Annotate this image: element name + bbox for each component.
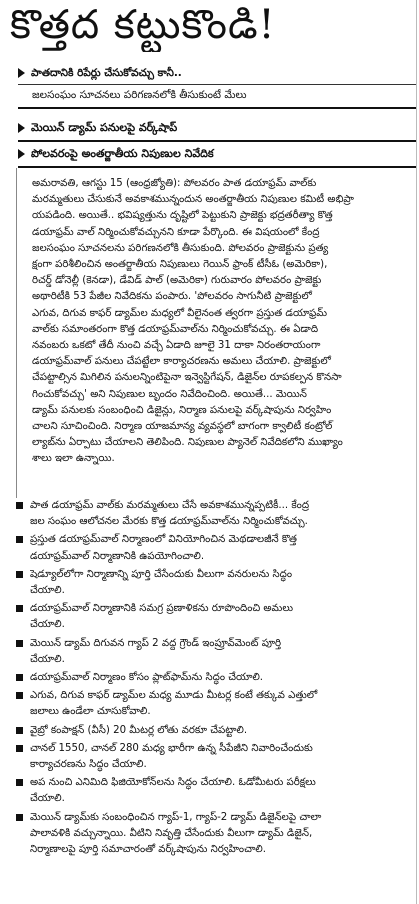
section-heading-2-text: పోలవరంపై అంతర్జాతీయ నిపుణుల నివేదిక	[31, 147, 214, 160]
divider	[18, 107, 416, 109]
list-item-line: చేయాలి.	[30, 793, 65, 805]
body-line: రిచర్డ్ డోనెల్లీ (కెనడా), డేవిడ్ పాల్ (అమెరికా) గురువారం పోలవరం ప్రాజెక్టు	[32, 275, 322, 287]
subhead-2: జలసంఘం సూచనలు పరిగణనలోకి తీసుకుంటే మేలు	[32, 89, 247, 101]
list-item-line: ఎగువ, దిగువ కాఫర్ డ్యామ్‌ల మధ్య మూడు మీటర్ల కంటే తక్కువ ఎత్తులో	[30, 690, 318, 702]
list-item	[16, 775, 416, 807]
divider	[18, 140, 416, 142]
body-line: నవంబరు ఒకటో తేదీ నుంచి వచ్చే ఏడాది జూలై 31 దాకా నిరంతరాయంగా	[32, 340, 321, 352]
list-item-line: షెడ్యూల్‌లోగా నిర్మాణాన్ని పూర్తి చేసేందుకు వీలుగా వనరులను సిద్ధం	[30, 568, 292, 580]
triangle-bullet-icon	[18, 149, 25, 159]
list-item-line: జలాలు ఉండేలా చూసుకోవాలి.	[30, 706, 151, 718]
list-item-line: చేయాలి.	[30, 619, 65, 631]
key-points-list	[16, 498, 416, 860]
body-line: అథారిటీకి 53 పేజీల నివేదికను పంపారు. 'పోలవరం సాగునీటి ప్రాజెక్టులో	[32, 291, 312, 303]
square-bullet-icon	[16, 640, 23, 647]
body-line: జలసంఘం సూచనలను పరిగణనలోకి తీసుకుంది. పోలవరం ప్రాజెక్టును ప్రత్య	[32, 242, 329, 254]
section-heading-2	[18, 145, 416, 163]
list-item-line: పాత డయాఫ్రమ్ వాల్‌కు మరమ్మతులు చేసే అవకాశమున్నప్పటికీ... కేంద్ర	[30, 500, 310, 511]
divider	[18, 166, 416, 168]
list-item	[16, 567, 416, 599]
subhead-1	[18, 66, 416, 80]
list-item-line: డయాఫ్రమ్‌వాల్ నిర్మాణానికి ఉపయోగించాలి.	[30, 550, 205, 562]
body-line: క్షంగా పరిశీలించిన అంతర్జాతీయ నిపుణులు గెయిన్ ఫ్రాంక్ టీసీఓ (అమెరికా),	[32, 259, 328, 271]
square-bullet-icon	[16, 674, 23, 681]
list-item-line: పాలావళికి వచ్చున్నాయి. వీటిని నివృత్తి చేసేందుకు వీలుగా డ్యామ్ డిజైన్,	[30, 827, 313, 839]
square-bullet-icon	[16, 779, 23, 786]
list-item	[16, 810, 416, 859]
list-item-line: చేయాలి.	[30, 585, 65, 597]
body-line: డయాఫ్రమ్‌వాల్ పనులు చేపట్టేలా కార్యాచరణను అమలు చేయాలి. ప్రాజెక్టులో	[32, 356, 331, 368]
square-bullet-icon	[16, 727, 23, 734]
column-border	[16, 168, 17, 498]
headline: కొత్తద కట్టుకొండి!	[10, 2, 276, 48]
body-line: డ్యామ్ పనులకు సంబంధించి డిజైన్లు, నిర్మాణ పనులపై వర్క్‌షాపును నిర్వహిం	[32, 404, 332, 416]
square-bullet-icon	[16, 605, 23, 612]
body-line: చాలని సూచించింది. నిర్మాణ యాజమాన్య వ్యవస్థలో బాగంగా క్వాలిటీ కంట్రోల్	[32, 421, 333, 433]
list-item	[16, 498, 416, 530]
body-line: చేపట్టాల్సిన మిగిలిన పనులన్నింటిపైనా ఇన్వెస్టిగేషన్, డిజైన్‌ల రూపకల్పన కొనసా	[32, 372, 342, 384]
list-item-line: మెయిన్ డ్యామ్‌కు సంబంధించిన గ్యాప్-1, గ్యాప్-2 డ్యామ్ డిజైన్‌లపై చాలా	[30, 811, 322, 823]
body-line: ల్యాబ్‌ను ఏర్పాటు చేయాలని తెలిపింది. నిపుణుల ప్యానెల్ నివేదికలోని ముఖ్యాం	[32, 437, 343, 449]
body-line: అమరావతి, ఆగస్టు 15 (ఆంధ్రజ్యోతి): పోలవరం పాత డయాఫ్రమ్ వాల్‌కు	[32, 178, 317, 189]
list-item	[16, 670, 416, 686]
body-line: డయాఫ్రమ్ వాల్ నిర్మించుకోవచ్చునని కూడా పేర్కొంది. ఈ విషయంలో కేంద్ర	[32, 226, 320, 238]
list-item-line: అప నుంచి ఎనిమిది ఫిజియోకోన్‌లను సిద్ధం చేయాలి. ఓడోమీటరు పరీక్షలు	[30, 777, 316, 789]
list-item-line: నిర్మాణాలపై పూర్తి సమాచారంతో వర్క్‌షాపును నిర్వహించాలి.	[30, 844, 267, 856]
list-item-line: డయాఫ్రమ్‌వాల్ నిర్మాణం కోసం ప్లాట్‌ఫామ్‌ను సిద్ధం చేయాలి.	[30, 672, 264, 684]
list-item-line: చేయాలి.	[30, 653, 65, 665]
list-item-line: ప్రస్తుత డయాఫ్రమ్‌వాల్ నిర్మాణంలో వినియోగించిన మెథడాలజీనే కొత్త	[30, 534, 297, 546]
square-bullet-icon	[16, 536, 23, 543]
square-bullet-icon	[16, 814, 23, 821]
list-item	[16, 688, 416, 720]
body-line: మరమ్మతులు చేసుకునే అవకాశమున్నందున అంతర్జాతీయ నిపుణుల కమిటీ అభిప్రా	[32, 194, 354, 206]
list-item-line: వైబ్రో కంపాక్షన్ (వీసీ) 20 మీటర్ల లోతు వరకూ చేపట్టాలి.	[30, 724, 248, 736]
square-bullet-icon	[16, 571, 23, 578]
body-line: గించుకోవచ్చు' అని నిపుణుల బృందం నివేదించింది. అయితే... మెయిన్	[32, 388, 307, 400]
list-item-line: చానల్ 1550, చానల్ 280 మధ్య భారీగా ఉన్న సీపేజీని నివారించేందుకు	[30, 742, 313, 754]
divider	[18, 84, 416, 85]
list-item	[16, 532, 416, 564]
body-line: యపడింది. అయితే.. భవిష్యత్తును దృష్టిలో పెట్టుకుని ప్రాజెక్టు భద్రతరీత్యా కొత్త	[32, 210, 333, 222]
list-item-line: జల సంఘం ఆలోచనల మేరకు కొత్త డయాఫ్రమ్‌వాల్‌ను నిర్మించుకోవచ్చు.	[30, 516, 308, 528]
section-heading-1	[18, 119, 416, 137]
list-item	[16, 601, 416, 633]
list-item	[16, 723, 416, 739]
list-item-line: మెయిన్ డ్యామ్ దిగువన గ్యాప్ 2 వద్ద గ్రౌండ్ ఇంప్రూవ్‌మెంట్ పూర్తి	[30, 637, 282, 649]
triangle-bullet-icon	[18, 68, 25, 78]
body-line: శాలు ఇలా ఉన్నాయి.	[32, 453, 115, 465]
article-body	[32, 176, 418, 468]
section-heading-1-text: మెయిన్ డ్యామ్ పనులపై వర్క్‌షాప్	[31, 121, 178, 134]
list-item	[16, 741, 416, 773]
triangle-bullet-icon	[18, 123, 25, 133]
square-bullet-icon	[16, 745, 23, 752]
square-bullet-icon	[16, 502, 23, 509]
subhead-1-text: పాతదానికి రిపేర్లు చేసుకోవచ్చు కానీ..	[31, 67, 182, 79]
body-line: ఎగువ, దిగువ కాఫర్ డ్యామ్‌ల మధ్యలో వీలైనంత త్వరగా ప్రస్తుత డయాఫ్రమ్	[32, 307, 328, 319]
body-line: వాల్‌కు సమాంతరంగా కొత్త డయాఫ్రమ్‌వాల్‌ను నిర్మించుకోవచ్చు. ఈ ఏడాది	[32, 323, 319, 335]
square-bullet-icon	[16, 692, 23, 699]
list-item-line: కార్యాచరణను సిద్ధం చేయాలి.	[30, 759, 147, 771]
list-item	[16, 636, 416, 668]
list-item-line: డయాఫ్రమ్‌వాల్ నిర్మాణానికి సమగ్ర ప్రణాళికను రూపొందించి అమలు	[30, 603, 294, 615]
